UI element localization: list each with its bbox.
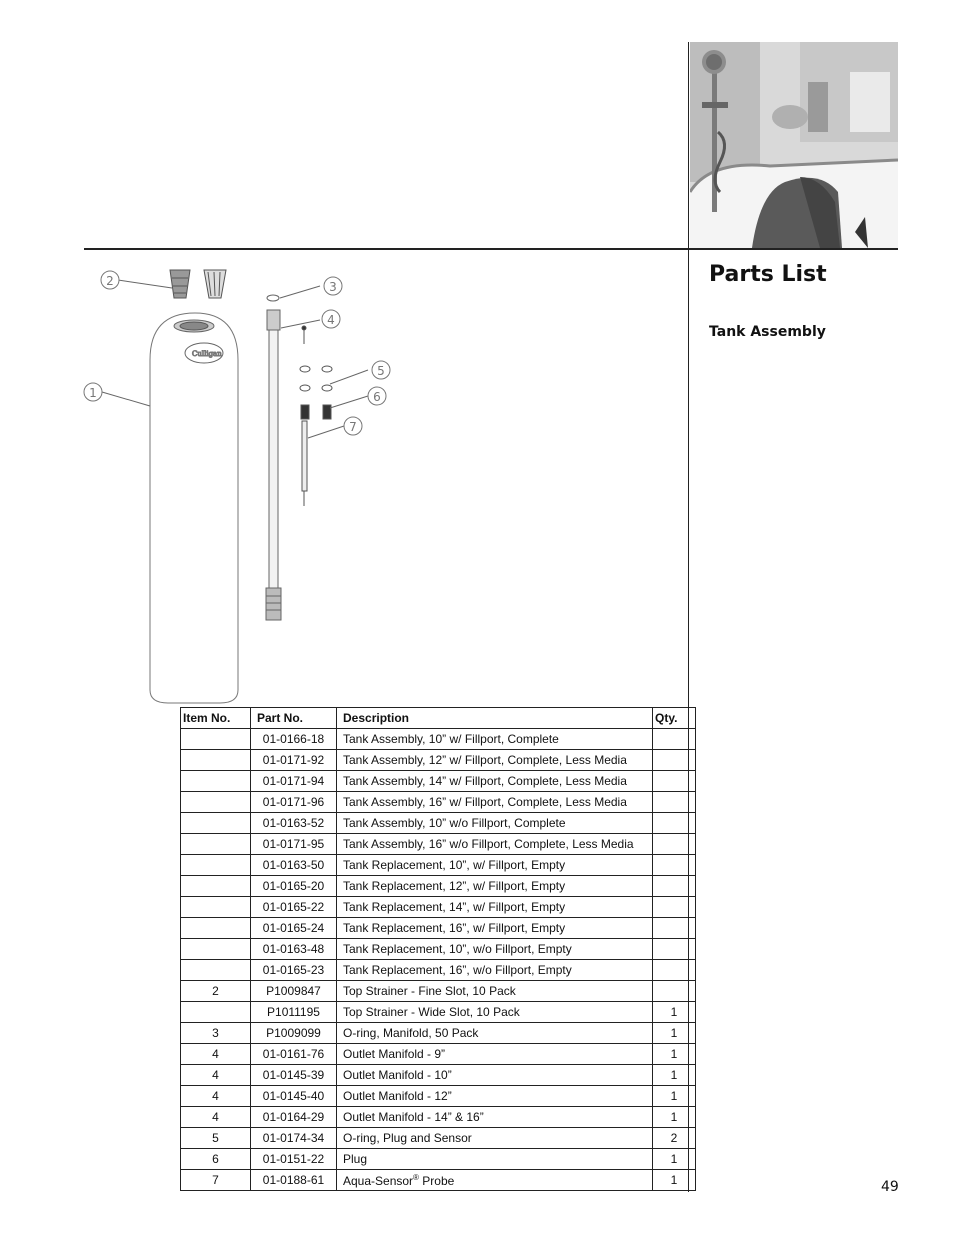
cell-description: Aqua-Sensor® Probe [337, 1170, 653, 1191]
table-header-row [181, 708, 696, 729]
cell-part-no: 01-0174-34 [251, 1128, 337, 1149]
cell-part-no: P1011195 [251, 1002, 337, 1023]
cell-item-no [181, 750, 251, 771]
table-row [181, 960, 696, 981]
cell-description: O-ring, Manifold, 50 Pack [337, 1023, 653, 1044]
cell-qty: 1 [653, 1044, 696, 1065]
header-qty: Qty. [653, 708, 696, 729]
callout-4: 4 [327, 313, 335, 327]
svg-text:Culligan: Culligan [192, 350, 222, 358]
cell-item-no: 4 [181, 1065, 251, 1086]
cell-part-no: 01-0165-23 [251, 960, 337, 981]
table-row [181, 1128, 696, 1149]
cell-part-no: 01-0164-29 [251, 1107, 337, 1128]
table-row [181, 1023, 696, 1044]
cell-description: Plug [337, 1149, 653, 1170]
cell-item-no: 4 [181, 1044, 251, 1065]
cell-description: O-ring, Plug and Sensor [337, 1128, 653, 1149]
cell-qty [653, 960, 696, 981]
header-item-no: Item No. [181, 708, 251, 729]
cell-description: Tank Replacement, 16”, w/ Fillport, Empty [337, 918, 653, 939]
page-title: Parts List [709, 262, 827, 287]
cell-description: Tank Replacement, 10”, w/o Fillport, Empty [337, 939, 653, 960]
cell-item-no: 2 [181, 981, 251, 1002]
cell-part-no: 01-0145-40 [251, 1086, 337, 1107]
callout-7: 7 [349, 420, 357, 434]
cell-description: Outlet Manifold - 12” [337, 1086, 653, 1107]
section-title: Tank Assembly [709, 324, 826, 340]
table-row [181, 813, 696, 834]
table-row [181, 939, 696, 960]
cell-item-no [181, 855, 251, 876]
callout-5: 5 [377, 364, 385, 378]
cell-description: Outlet Manifold - 14” & 16” [337, 1107, 653, 1128]
cell-part-no: 01-0165-24 [251, 918, 337, 939]
cell-part-no: 01-0166-18 [251, 729, 337, 750]
cell-item-no [181, 876, 251, 897]
cell-qty [653, 729, 696, 750]
table-row [181, 1107, 696, 1128]
callout-2: 2 [106, 274, 114, 288]
table-row [181, 876, 696, 897]
table-row [181, 918, 696, 939]
page-number: 49 [881, 1179, 899, 1195]
cell-description: Tank Replacement, 12”, w/ Fillport, Empty [337, 876, 653, 897]
cell-description: Tank Assembly, 14” w/ Fillport, Complete, Less Media [337, 771, 653, 792]
cell-item-no: 7 [181, 1170, 251, 1191]
table-row [181, 1002, 696, 1023]
table-row [181, 1170, 696, 1191]
table-row [181, 834, 696, 855]
cell-description: Top Strainer - Wide Slot, 10 Pack [337, 1002, 653, 1023]
cell-item-no [181, 729, 251, 750]
callout-3: 3 [329, 280, 337, 294]
cell-qty [653, 771, 696, 792]
cell-qty: 1 [653, 1107, 696, 1128]
cell-item-no: 4 [181, 1107, 251, 1128]
table-row [181, 771, 696, 792]
cell-item-no: 6 [181, 1149, 251, 1170]
table-row [181, 897, 696, 918]
cell-description: Tank Assembly, 16” w/o Fillport, Complete, Less Media [337, 834, 653, 855]
bathtub-photo-illustration [690, 42, 898, 248]
cell-part-no: 01-0151-22 [251, 1149, 337, 1170]
cell-item-no [181, 792, 251, 813]
cell-description: Outlet Manifold - 9” [337, 1044, 653, 1065]
cell-part-no: 01-0188-61 [251, 1170, 337, 1191]
cell-part-no: 01-0171-95 [251, 834, 337, 855]
strainer-drawings [170, 270, 226, 298]
cell-description: Tank Replacement, 16”, w/o Fillport, Empty [337, 960, 653, 981]
cell-qty: 2 [653, 1128, 696, 1149]
cell-description: Tank Assembly, 12” w/ Fillport, Complete, Less Media [337, 750, 653, 771]
cell-item-no: 5 [181, 1128, 251, 1149]
cell-part-no: 01-0163-52 [251, 813, 337, 834]
tank-exploded-diagram [80, 258, 400, 708]
cell-description: Top Strainer - Fine Slot, 10 Pack [337, 981, 653, 1002]
cell-qty [653, 981, 696, 1002]
table-row [181, 750, 696, 771]
parts-table-body [181, 729, 696, 1191]
bathtub-photo [690, 42, 898, 248]
cell-part-no: 01-0165-20 [251, 876, 337, 897]
cell-qty: 1 [653, 1023, 696, 1044]
registered-mark: ® [413, 1172, 419, 1182]
cell-qty [653, 855, 696, 876]
small-parts-drawing [300, 326, 332, 506]
table-row [181, 1149, 696, 1170]
callout-6: 6 [373, 390, 381, 404]
cell-description: Tank Assembly, 10” w/ Fillport, Complete [337, 729, 653, 750]
manifold-drawing [266, 295, 281, 620]
cell-item-no [181, 918, 251, 939]
cell-qty [653, 750, 696, 771]
cell-qty [653, 792, 696, 813]
cell-part-no: 01-0171-92 [251, 750, 337, 771]
cell-qty: 1 [653, 1149, 696, 1170]
table-row [181, 1086, 696, 1107]
cell-part-no: P1009099 [251, 1023, 337, 1044]
table-row [181, 855, 696, 876]
header-description: Description [337, 708, 653, 729]
cell-item-no [181, 1002, 251, 1023]
cell-item-no [181, 834, 251, 855]
callout-1: 1 [89, 386, 97, 400]
cell-description: Tank Assembly, 10” w/o Fillport, Complete [337, 813, 653, 834]
cell-qty: 1 [653, 1002, 696, 1023]
header-part-no: Part No. [251, 708, 337, 729]
cell-qty [653, 918, 696, 939]
cell-qty [653, 876, 696, 897]
cell-part-no: 01-0163-50 [251, 855, 337, 876]
cell-part-no: P1009847 [251, 981, 337, 1002]
cell-qty [653, 897, 696, 918]
table-row [181, 729, 696, 750]
cell-part-no: 01-0165-22 [251, 897, 337, 918]
cell-description: Outlet Manifold - 10” [337, 1065, 653, 1086]
cell-qty [653, 834, 696, 855]
cell-qty [653, 939, 696, 960]
cell-description: Tank Replacement, 14”, w/ Fillport, Empty [337, 897, 653, 918]
cell-item-no [181, 813, 251, 834]
table-row [181, 1065, 696, 1086]
cell-item-no [181, 939, 251, 960]
cell-item-no: 4 [181, 1086, 251, 1107]
cell-qty: 1 [653, 1086, 696, 1107]
cell-part-no: 01-0171-96 [251, 792, 337, 813]
tank-drawing [150, 313, 238, 703]
table-row [181, 1044, 696, 1065]
parts-table [180, 707, 696, 1191]
cell-item-no [181, 897, 251, 918]
cell-description: Tank Assembly, 16” w/ Fillport, Complete, Less Media [337, 792, 653, 813]
table-row [181, 981, 696, 1002]
cell-description: Tank Replacement, 10”, w/ Fillport, Empty [337, 855, 653, 876]
cell-item-no [181, 960, 251, 981]
cell-part-no: 01-0171-94 [251, 771, 337, 792]
horizontal-divider [84, 248, 898, 250]
cell-item-no [181, 771, 251, 792]
cell-part-no: 01-0145-39 [251, 1065, 337, 1086]
cell-qty: 1 [653, 1170, 696, 1191]
cell-part-no: 01-0161-76 [251, 1044, 337, 1065]
cell-qty: 1 [653, 1065, 696, 1086]
cell-part-no: 01-0163-48 [251, 939, 337, 960]
cell-qty [653, 813, 696, 834]
cell-item-no: 3 [181, 1023, 251, 1044]
table-row [181, 792, 696, 813]
